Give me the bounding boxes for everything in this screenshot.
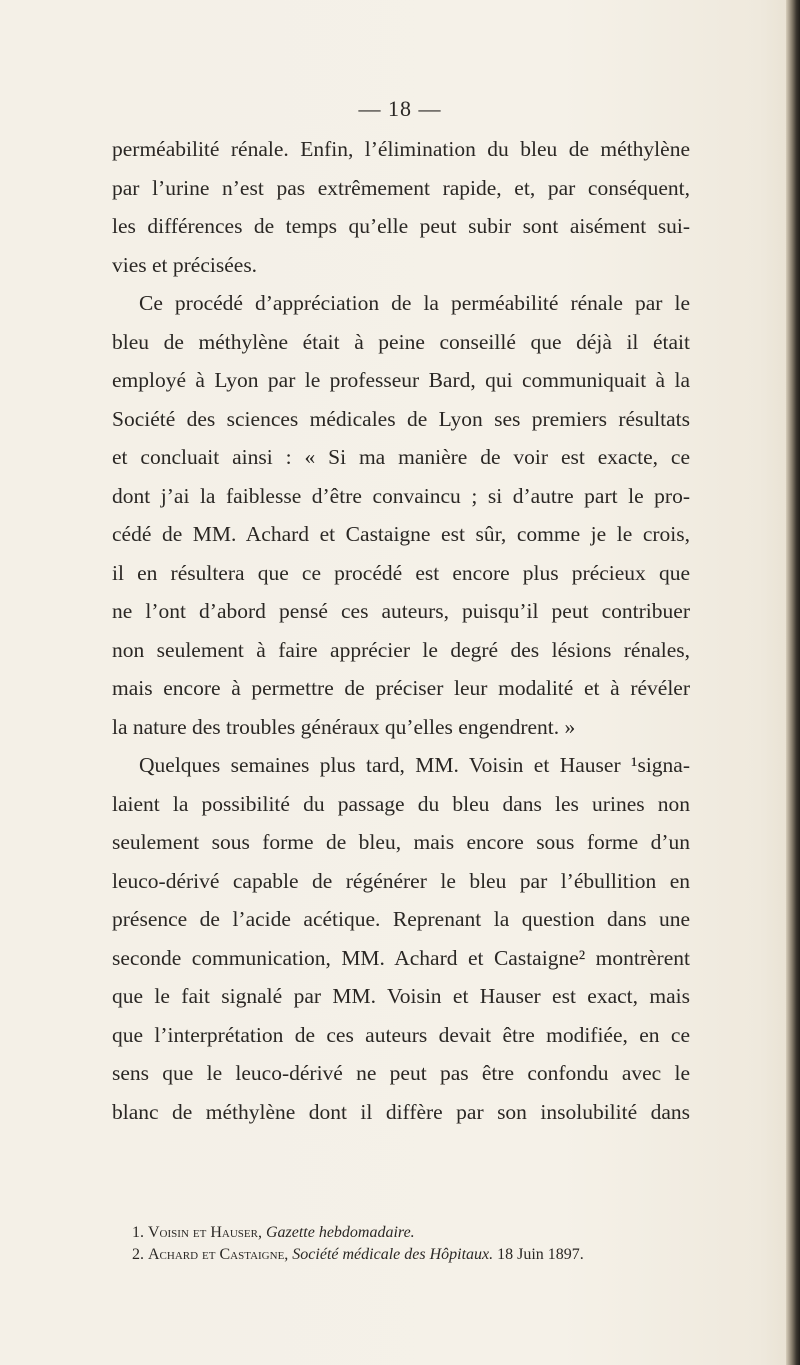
footnote-number: 2. (132, 1246, 144, 1263)
text-line: laient la possibilité du passage du bleu dans les urines non (112, 791, 690, 816)
text-line: que le fait signalé par MM. Voisin et Hauser est exact, mais (112, 984, 690, 1008)
book-binding-edge (786, 0, 800, 1365)
text-line: blanc de méthylène dont il diffère par son insolubilité dans (112, 1099, 690, 1124)
page-number: — 18 — (358, 96, 442, 121)
footnote-authors: Voisin et Hauser, (148, 1224, 262, 1241)
text-line: il en résultera que ce procédé est encore plus précieux que (112, 560, 690, 585)
text-line: leuco-dérivé capable de régénérer le bleu par l’ébullition en (112, 868, 690, 893)
text-line: la nature des troubles généraux qu’elles engendrent. » (112, 714, 576, 739)
body-text (112, 130, 690, 1131)
footnote-number: 1. (132, 1224, 144, 1241)
text-line: cédé de MM. Achard et Castaigne est sûr, comme je le crois, (112, 522, 690, 546)
footnote-source: Gazette hebdomadaire. (265, 1224, 415, 1241)
text-line: ne l’ont d’abord pensé ces auteurs, puisqu’il peut contribuer (112, 599, 690, 623)
text-line: que l’interprétation de ces auteurs devait être modifiée, en ce (112, 1022, 690, 1047)
text-line: sens que le leuco-dérivé ne peut pas être confondu avec le (112, 1061, 690, 1085)
text-line: employé à Lyon par le professeur Bard, qui communiquait à la (112, 368, 690, 392)
footnotes (132, 1222, 692, 1266)
text-line: mais encore à permettre de préciser leur modalité et à révéler (112, 676, 690, 700)
footnote-authors: Achard et Castaigne, (148, 1246, 289, 1263)
text-line: seconde communication, MM. Achard et Castaigne² montrèrent (112, 945, 690, 970)
footnote-source: Société médicale des Hôpitaux. (292, 1246, 494, 1263)
footnote (132, 1244, 692, 1266)
text-line: seulement sous forme de bleu, mais encore sous forme d’un (112, 830, 690, 854)
text-line: les différences de temps qu’elle peut subir sont aisément sui- (112, 214, 690, 238)
footnote (132, 1222, 692, 1244)
footnote-date: 18 Juin 1897. (497, 1246, 584, 1263)
text-line: dont j’ai la faiblesse d’être convaincu ; si d’autre part le pro- (112, 483, 690, 508)
text-line: Ce procédé d’appréciation de la perméabilité rénale par le (139, 291, 690, 315)
text-line: et concluait ainsi : « Si ma manière de voir est exacte, ce (112, 445, 690, 469)
text-line: Quelques semaines plus tard, MM. Voisin et Hauser ¹signa- (139, 753, 690, 777)
text-line: Société des sciences médicales de Lyon ses premiers résultats (112, 406, 690, 431)
text-line: perméabilité rénale. Enfin, l’élimination du bleu de méthylène (112, 137, 690, 161)
text-line: vies et précisées. (112, 252, 258, 277)
text-line: non seulement à faire apprécier le degré des lésions rénales, (112, 637, 690, 662)
text-line: bleu de méthylène était à peine conseillé que déjà il était (112, 329, 690, 354)
text-line: présence de l’acide acétique. Reprenant la question dans une (112, 907, 690, 931)
text-line: par l’urine n’est pas extrêmement rapide, et, par conséquent, (112, 175, 690, 200)
